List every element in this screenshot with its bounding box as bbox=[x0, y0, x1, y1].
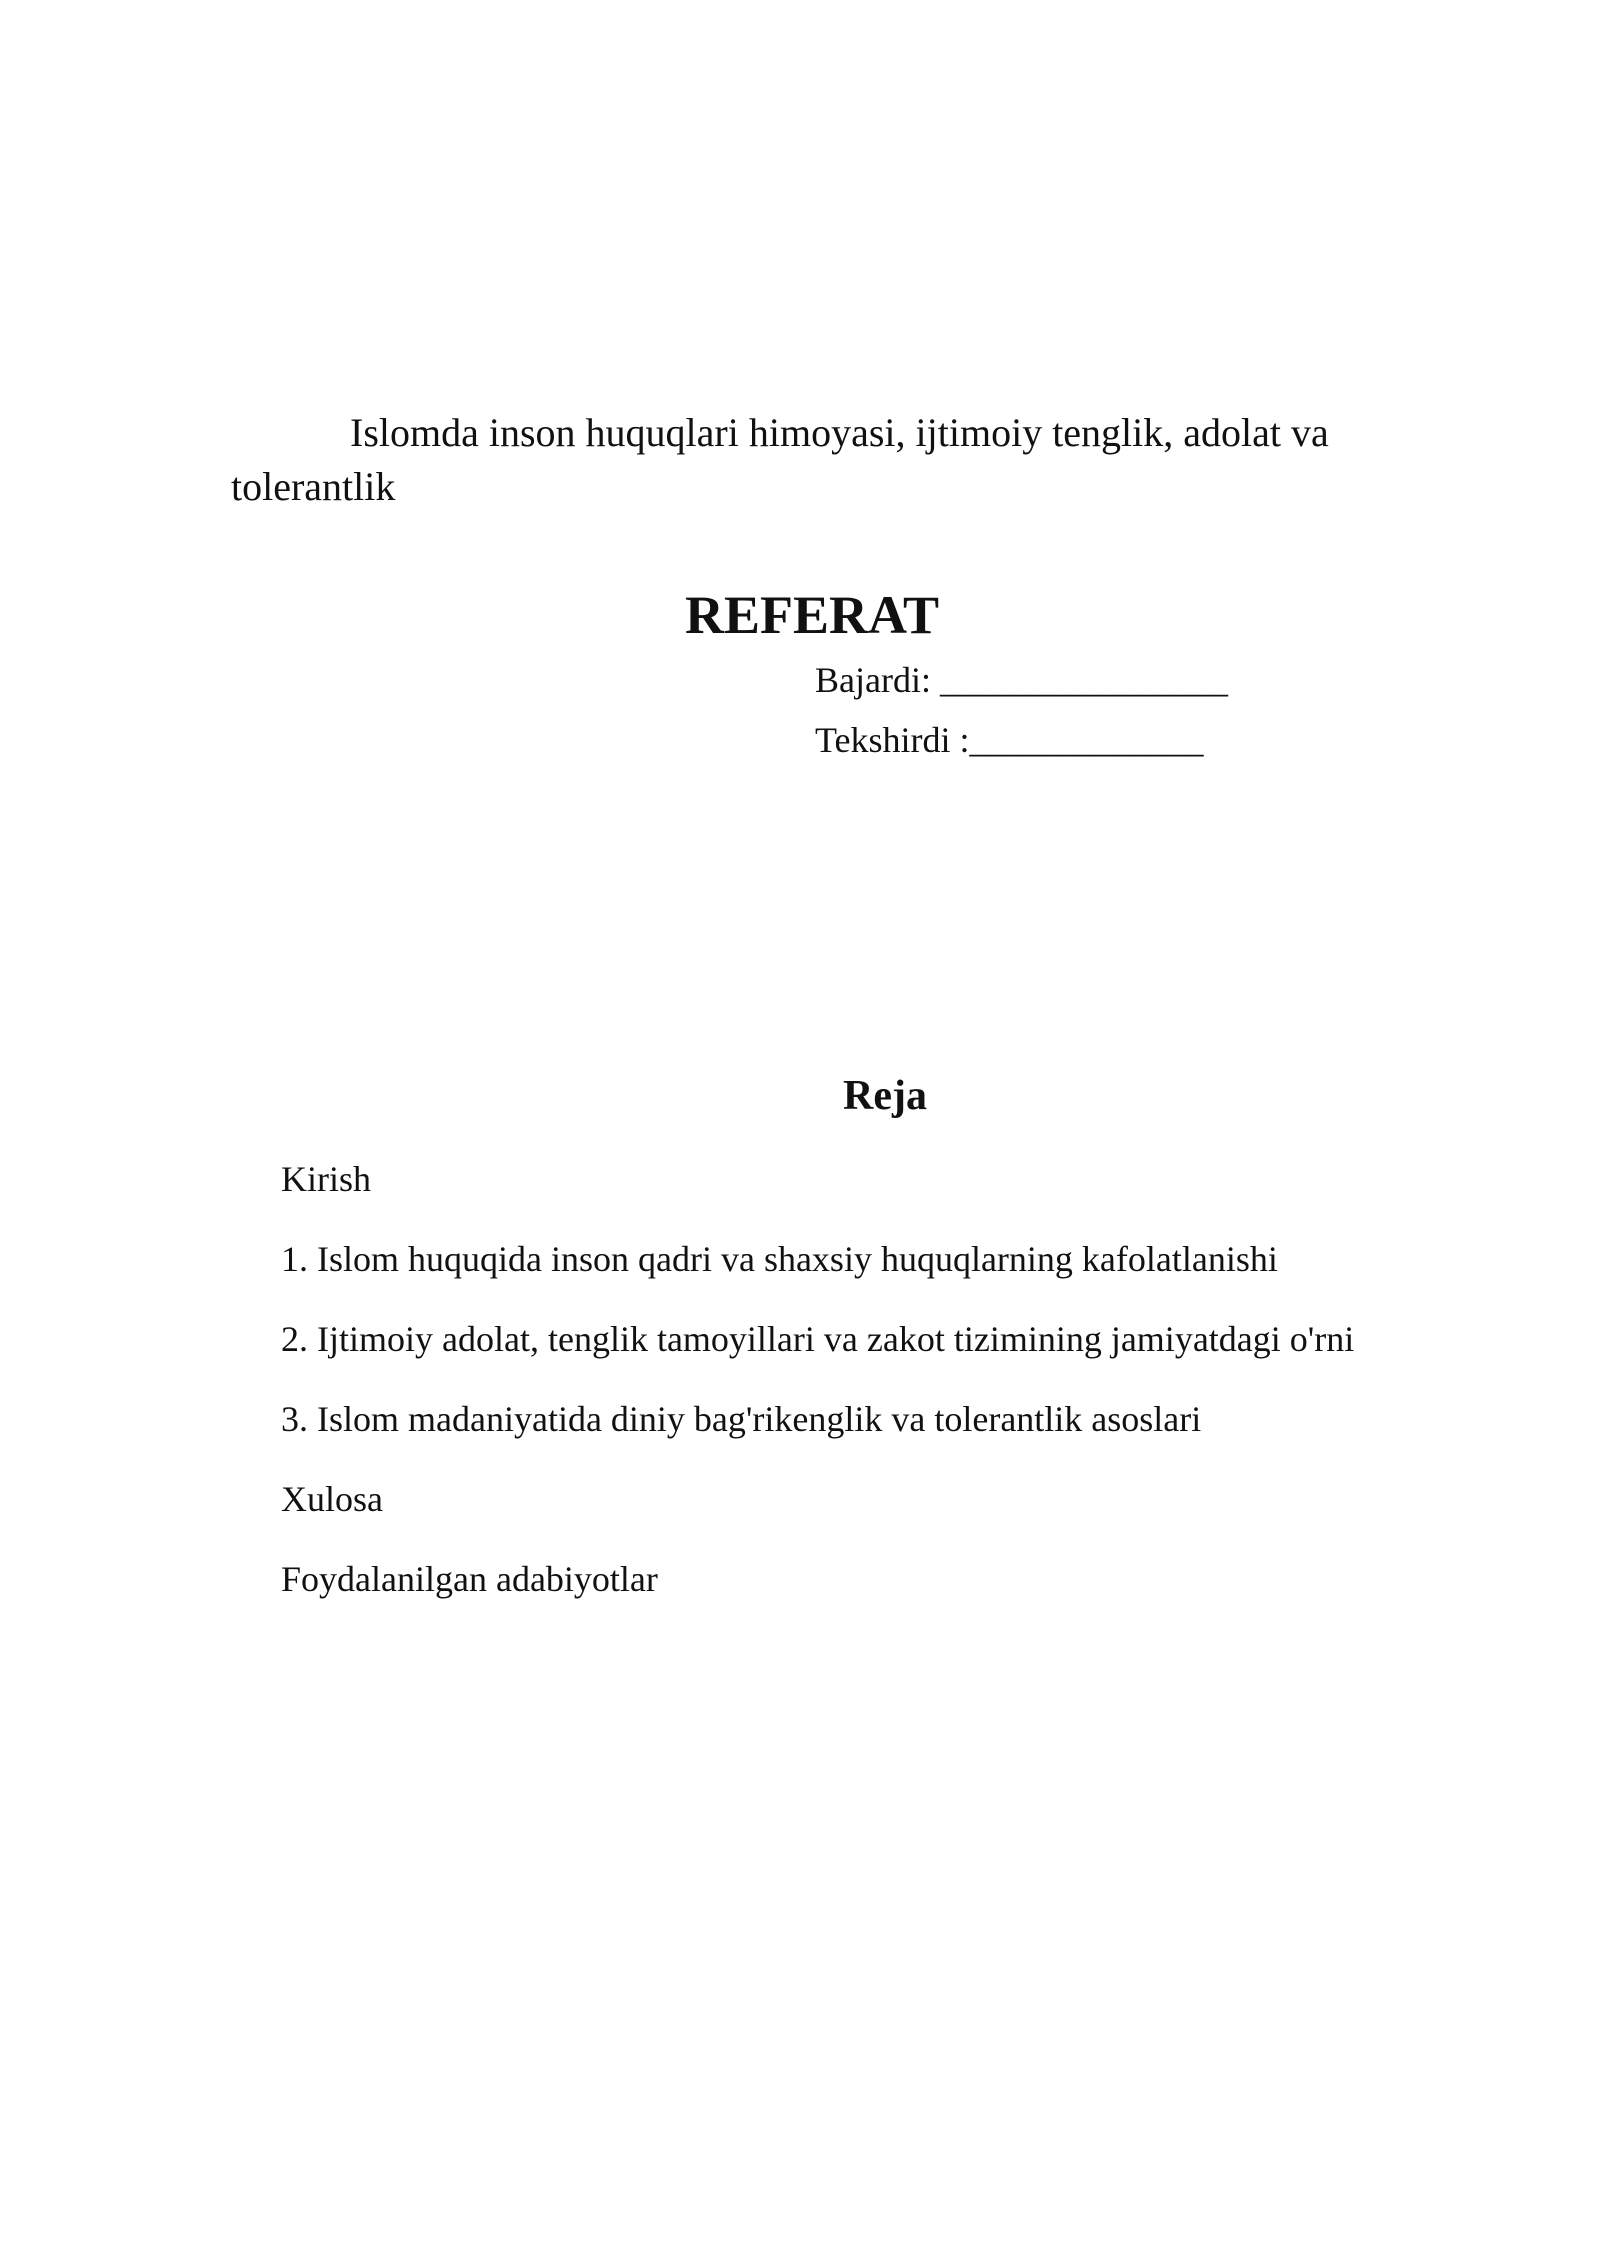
topic-title-line-2: tolerantlik bbox=[231, 464, 396, 509]
plan-item-section-3: 3. Islom madaniyatida diniy bag'rikenglik va tolerantlik asoslari bbox=[281, 1399, 1202, 1439]
plan-item-conclusion: Xulosa bbox=[281, 1479, 383, 1519]
plan-list bbox=[281, 1156, 1354, 1636]
plan-item-section-2: 2. Ijtimoiy adolat, tenglik tamoyillari va zakot tizimining jamiyatdagi o'rni bbox=[281, 1319, 1355, 1359]
performed-by-line: Bajardi: ________________ bbox=[815, 660, 1228, 700]
plan-item-section-1: 1. Islom huquqida inson qadri va shaxsiy huquqlarning kafolatlanishi bbox=[281, 1239, 1278, 1279]
topic-title-line-1: Islomda inson huquqlari himoyasi, ijtimoiy tenglik, adolat va bbox=[350, 410, 1329, 455]
checked-by-line: Tekshirdi :_____________ bbox=[815, 720, 1204, 760]
document-type-heading: REFERAT bbox=[684, 585, 940, 645]
plan-item-references: Foydalanilgan adabiyotlar bbox=[281, 1559, 658, 1599]
plan-heading: Reja bbox=[843, 1073, 927, 1119]
plan-item-introduction: Kirish bbox=[281, 1159, 371, 1199]
